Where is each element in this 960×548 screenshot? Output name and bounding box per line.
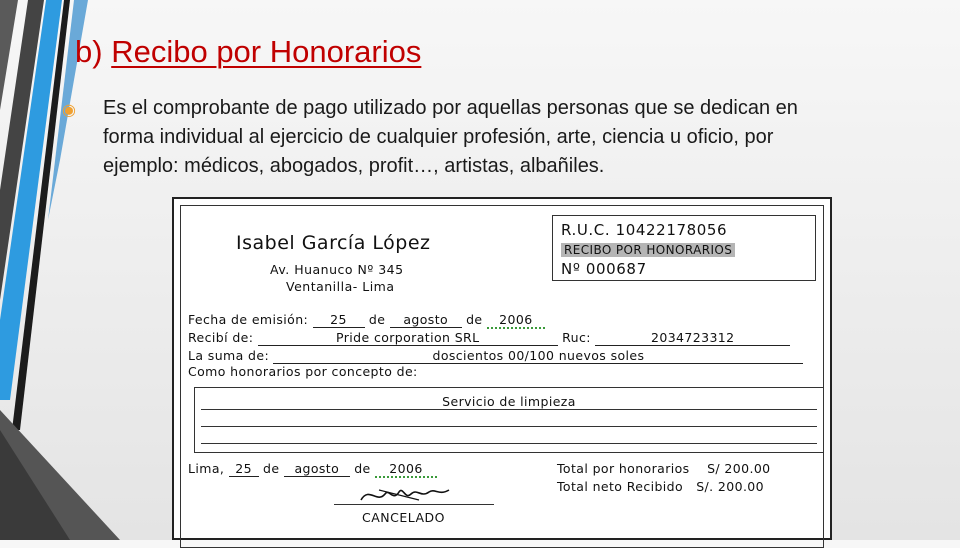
title-main: Recibo por Honorarios — [111, 34, 422, 69]
fecha-de2: de — [466, 312, 483, 327]
concepto-line — [201, 409, 817, 410]
issuer-name: Isabel García López — [236, 232, 431, 254]
neto-value: S/. 200.00 — [696, 479, 765, 494]
neto-label: Total neto Recibido — [557, 479, 684, 494]
signature-image — [359, 482, 459, 506]
total-value: S/ 200.00 — [707, 461, 771, 476]
sign-place: Lima, — [188, 461, 225, 476]
concepto-line — [201, 426, 817, 427]
page-title — [75, 34, 421, 70]
bullet-icon: ◉ — [62, 102, 76, 119]
fecha-row — [188, 312, 545, 329]
sign-month: agosto — [284, 462, 350, 477]
recibi-row — [188, 330, 790, 346]
fecha-day: 25 — [313, 313, 365, 328]
concepto-value: Servicio de limpieza — [442, 394, 576, 409]
ruc-label: Ruc: — [562, 330, 591, 345]
sign-de2: de — [354, 461, 371, 476]
suma-row — [188, 348, 803, 364]
recibi-value: Pride corporation SRL — [258, 331, 558, 346]
sign-day: 25 — [229, 462, 259, 477]
ruc-number: R.U.C. 10422178056 — [561, 221, 728, 239]
concepto-box — [194, 387, 824, 453]
concepto-line — [201, 443, 817, 444]
total-honorarios-row — [557, 461, 771, 476]
ruc-value: 2034723312 — [595, 331, 790, 346]
decorative-stripes — [0, 0, 120, 540]
title-prefix: b) — [75, 34, 103, 69]
suma-value: doscientos 00/100 nuevos soles — [273, 349, 803, 364]
recibi-label: Recibí de: — [188, 330, 254, 345]
sign-year: 2006 — [375, 462, 437, 478]
fecha-month: agosto — [390, 313, 462, 328]
total-neto-row — [557, 479, 764, 494]
sign-de1: de — [263, 461, 280, 476]
fecha-year: 2006 — [487, 313, 545, 329]
sign-date-row — [188, 461, 437, 478]
doc-type: RECIBO POR HONORARIOS — [561, 243, 735, 257]
fecha-label: Fecha de emisión: — [188, 312, 309, 327]
bullet-text: Es el comprobante de pago utilizado por aquellas personas que se dedican en forma individual al ejercicio de cualquier profesión, arte, ciencia u oficio, por ejemplo: médicos, abogados, profit…, artistas, albañiles. — [103, 97, 798, 177]
cancelado-label: CANCELADO — [362, 510, 446, 525]
concepto-label: Como honorarios por concepto de: — [188, 364, 418, 379]
issuer-address: Av. Huanuco Nº 345 — [270, 262, 404, 277]
ruc-box — [552, 215, 816, 281]
suma-label: La suma de: — [188, 348, 270, 363]
receipt-image — [172, 197, 832, 540]
fecha-de1: de — [368, 312, 386, 327]
issuer-city: Ventanilla- Lima — [286, 279, 395, 294]
doc-number: Nº 000687 — [561, 260, 647, 278]
total-label: Total por honorarios — [557, 461, 690, 476]
signature-line — [334, 504, 494, 505]
